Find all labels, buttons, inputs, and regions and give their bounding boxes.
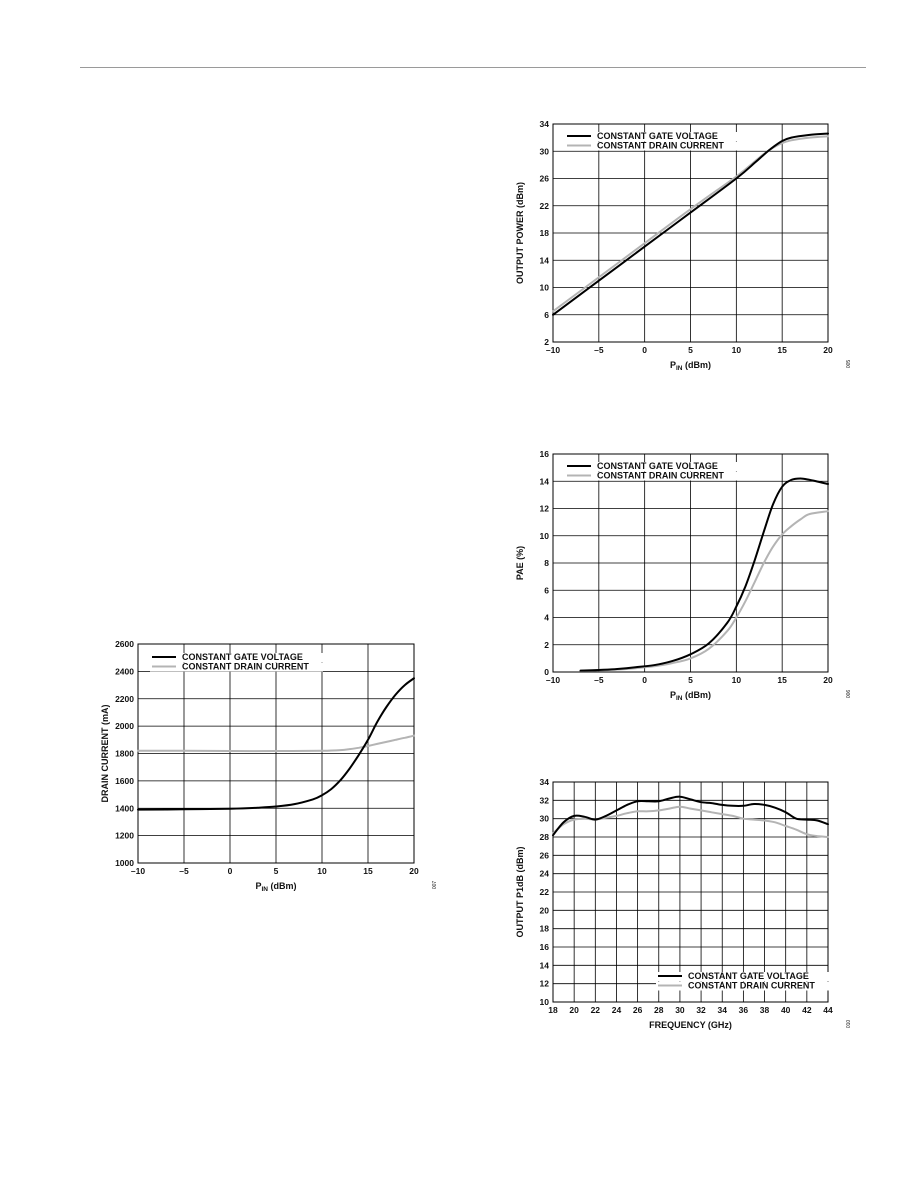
y-axis-label: OUTPUT POWER (dBm) [515, 182, 525, 284]
y-tick-label: 30 [539, 146, 549, 157]
x-tick-label: 18 [548, 1005, 558, 1015]
x-axis-label-subscript: IN [261, 886, 269, 893]
legend-label: CONSTANT GATE VOLTAGE [597, 131, 718, 141]
legend [565, 131, 738, 151]
series-line-gate-voltage [581, 479, 829, 671]
figure-number: 005 [846, 359, 852, 369]
legend [656, 971, 829, 991]
x-axis-label-subscript: IN [676, 365, 683, 372]
x-tick-label: 34 [717, 1005, 727, 1015]
y-tick-label: 16 [539, 449, 549, 459]
x-tick-label: –10 [545, 675, 561, 685]
legend-label: CONSTANT GATE VOLTAGE [597, 461, 718, 471]
y-tick-label: 14 [539, 255, 549, 266]
plot-grid [553, 782, 828, 1002]
x-tick-label: 15 [777, 345, 787, 355]
legend-label: CONSTANT DRAIN CURRENT [688, 980, 815, 991]
y-axis-label: DRAIN CURRENT (mA) [100, 704, 110, 803]
y-tick-label: 32 [539, 795, 549, 806]
y-tick-label: 28 [539, 832, 549, 842]
x-axis-label-unit: (dBm) [268, 881, 297, 891]
x-tick-label: 24 [611, 1005, 622, 1015]
legend [565, 461, 738, 481]
output-p1db-chart [505, 772, 865, 1040]
x-tick-label: –5 [594, 345, 604, 355]
y-tick-label: 10 [539, 997, 549, 1007]
figure-number: 007 [432, 880, 438, 890]
plot-grid [138, 644, 414, 863]
legend-label: CONSTANT GATE VOLTAGE [182, 652, 303, 662]
y-tick-label: 4 [544, 612, 549, 623]
legend-label: CONSTANT GATE VOLTAGE [688, 971, 809, 981]
x-axis-label [649, 1020, 732, 1030]
x-axis-label-unit: (dBm) [682, 690, 712, 700]
figure-number: 006 [846, 689, 852, 699]
y-tick-label: 20 [539, 905, 549, 916]
y-tick-label: 34 [539, 119, 549, 129]
drain-current-chart [90, 632, 450, 900]
y-tick-label: 18 [539, 923, 549, 934]
y-tick-label: 10 [539, 530, 549, 541]
x-tick-label: 0 [227, 866, 233, 876]
x-tick-label: 15 [363, 866, 373, 876]
output-power-chart [505, 112, 865, 380]
pae-chart [505, 442, 865, 710]
y-tick-label: 12 [539, 503, 549, 514]
y-tick-label: 12 [539, 978, 549, 989]
x-tick-label: 20 [409, 866, 419, 876]
figure-number: 010 [846, 1019, 852, 1029]
x-tick-label: –10 [545, 345, 561, 355]
x-axis-label-main: P [669, 360, 677, 370]
y-tick-label: 2 [544, 337, 549, 347]
x-tick-label: 5 [688, 345, 693, 355]
x-axis-label [670, 690, 711, 702]
x-tick-label: 20 [823, 675, 833, 685]
x-tick-label: –10 [130, 866, 146, 876]
y-tick-label: 2400 [115, 666, 134, 677]
y-tick-label: 1000 [115, 858, 134, 868]
y-tick-label: 34 [539, 777, 549, 787]
x-tick-label: 32 [696, 1005, 706, 1015]
x-tick-label: 10 [731, 345, 742, 355]
x-axis-label [670, 360, 711, 372]
y-tick-label: 8 [544, 558, 549, 568]
header-rule [80, 67, 866, 68]
x-tick-label: 44 [823, 1005, 833, 1015]
x-tick-label: 42 [802, 1005, 812, 1015]
y-tick-label: 1200 [115, 830, 134, 841]
y-tick-label: 2 [544, 639, 549, 650]
y-tick-label: 26 [539, 173, 549, 184]
legend-label: CONSTANT DRAIN CURRENT [597, 140, 724, 151]
x-tick-label: 22 [590, 1005, 601, 1015]
y-tick-label: 6 [544, 309, 549, 320]
x-tick-label: 40 [780, 1005, 791, 1015]
x-tick-label: 30 [675, 1005, 685, 1015]
x-tick-label: 10 [317, 866, 327, 876]
x-axis-label-main: FREQUENCY (GHz) [649, 1020, 732, 1030]
y-tick-label: 22 [539, 887, 549, 897]
x-tick-label: 26 [632, 1005, 643, 1015]
series-line-gate-voltage [553, 797, 828, 836]
x-tick-label: –5 [594, 675, 604, 685]
y-tick-label: 18 [539, 228, 549, 238]
x-tick-label: 28 [654, 1005, 664, 1015]
x-tick-label: 20 [823, 345, 833, 355]
plot-grid [553, 454, 828, 672]
legend [150, 652, 323, 672]
y-tick-label: 22 [539, 200, 549, 211]
y-tick-label: 6 [544, 585, 549, 596]
plot-grid [553, 124, 828, 342]
y-tick-label: 2200 [115, 693, 134, 704]
y-tick-label: 2000 [115, 721, 134, 732]
y-axis-label: PAE (%) [515, 545, 525, 581]
legend-label: CONSTANT DRAIN CURRENT [182, 661, 309, 672]
y-tick-label: 14 [539, 960, 549, 971]
series-line-drain-current [553, 807, 828, 837]
x-tick-label: 15 [777, 675, 787, 685]
x-tick-label: 0 [642, 675, 648, 685]
x-axis-label-main: P [255, 881, 262, 891]
x-axis-label-main: P [669, 690, 677, 700]
y-tick-label: 24 [539, 868, 549, 879]
y-tick-label: 1400 [115, 803, 134, 814]
x-tick-label: 5 [688, 675, 693, 685]
y-tick-label: 1600 [115, 775, 134, 786]
x-tick-label: 10 [731, 675, 742, 685]
y-tick-label: 14 [539, 476, 549, 487]
y-tick-label: 16 [539, 942, 549, 952]
x-tick-label: 36 [738, 1005, 749, 1015]
y-tick-label: 1800 [115, 748, 134, 759]
x-tick-label: 5 [273, 866, 279, 876]
x-axis-label-subscript: IN [676, 695, 683, 702]
x-tick-label: 0 [642, 345, 648, 355]
y-tick-label: 0 [544, 667, 549, 677]
y-tick-label: 26 [539, 850, 549, 861]
y-axis-label: OUTPUT P1dB (dBm) [515, 846, 525, 938]
y-tick-label: 30 [539, 813, 549, 824]
y-tick-label: 10 [539, 282, 549, 293]
y-tick-label: 2600 [115, 639, 134, 649]
x-axis-label-unit: (dBm) [682, 360, 712, 370]
x-axis-label [255, 881, 296, 893]
legend-label: CONSTANT DRAIN CURRENT [597, 470, 724, 481]
x-tick-label: 20 [569, 1005, 579, 1015]
x-tick-label: –5 [179, 866, 189, 876]
x-tick-label: 38 [759, 1005, 770, 1015]
